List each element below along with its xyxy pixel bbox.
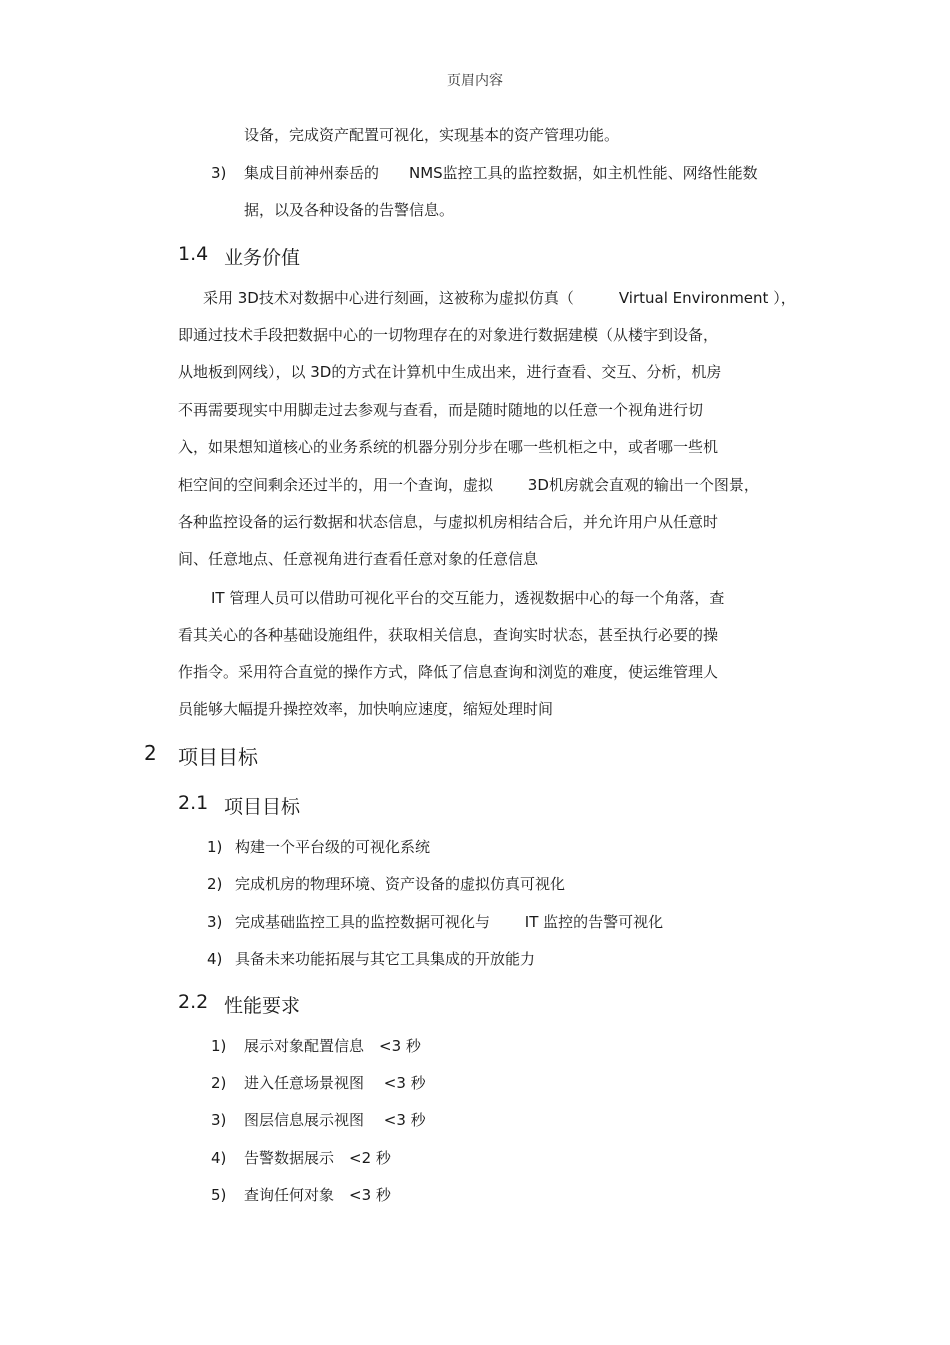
page-header: 页眉内容 (447, 73, 503, 89)
section-2-2-title: 性能要求 (224, 995, 301, 1017)
paragraph-line: 员能够大幅提升操控效率，加快响应速度，缩短处理时间 (178, 700, 554, 718)
paragraph-line: 采用 3D技术对数据中心进行刻画，这被称为虚拟仿真（ Virtual Environment ）， (203, 289, 796, 307)
paragraph-line: 入，如果想知道核心的业务系统的机器分别分步在哪一些机柜之中，或者哪一些机 (178, 438, 719, 456)
goal-item-number: 4) (207, 950, 223, 968)
paragraph-line: 柜空间的空间剩余还过半的，用一个查询，虚拟 3D机房就会直观的输出一个图景， (178, 476, 759, 494)
section-1-4-number: 1.4 (178, 243, 209, 265)
section-1-4-title: 业务价值 (224, 247, 301, 269)
section-2-1-number: 2.1 (178, 792, 209, 814)
section-2-title: 项目目标 (178, 745, 258, 769)
performance-item-number: 1) (211, 1037, 227, 1055)
list-item-text: 集成目前神州泰岳的 NMS监控工具的监控数据，如主机性能、网络性能数 (244, 164, 758, 182)
paragraph-line: 各种监控设备的运行数据和状态信息，与虚拟机房相结合后，并允许用户从任意时 (178, 513, 719, 531)
paragraph-line: 看其关心的各种基础设施组件，获取相关信息，查询实时状态，甚至执行必要的操 (178, 626, 719, 644)
section-2-1-title: 项目目标 (224, 796, 301, 818)
performance-item-text: 查询任何对象 <3 秒 (244, 1186, 391, 1204)
paragraph-line: IT 管理人员可以借助可视化平台的交互能力，透视数据中心的每一个角落，查 (211, 589, 725, 607)
performance-item-text: 图层信息展示视图 <3 秒 (244, 1111, 426, 1129)
paragraph-line: 从地板到网线），以 3D的方式在计算机中生成出来，进行查看、交互、分析，机房 (178, 363, 722, 381)
list-item-number: 3) (211, 164, 227, 182)
goal-item-text: 完成机房的物理环境、资产设备的虚拟仿真可视化 (235, 875, 566, 893)
paragraph-line: 作指令。采用符合直觉的操作方式，降低了信息查询和浏览的难度，使运维管理人 (178, 663, 719, 681)
performance-item-text: 告警数据展示 <2 秒 (244, 1149, 391, 1167)
performance-item-number: 2) (211, 1074, 227, 1092)
section-2-number: 2 (144, 741, 157, 765)
list-continuation-line: 设备，完成资产配置可视化，实现基本的资产管理功能。 (244, 126, 620, 144)
goal-item-text: 构建一个平台级的可视化系统 (235, 838, 431, 856)
performance-item-number: 5) (211, 1186, 227, 1204)
paragraph-line: 不再需要现实中用脚走过去参观与查看，而是随时随地的以任意一个视角进行切 (178, 401, 704, 419)
goal-item-text: 完成基础监控工具的监控数据可视化与 IT 监控的告警可视化 (235, 913, 664, 931)
performance-item-text: 进入任意场景视图 <3 秒 (244, 1074, 426, 1092)
goal-item-number: 2) (207, 875, 223, 893)
performance-item-text: 展示对象配置信息 <3 秒 (244, 1037, 421, 1055)
goal-item-number: 3) (207, 913, 223, 931)
paragraph-line: 即通过技术手段把数据中心的一切物理存在的对象进行数据建模（从楼宇到设备， (178, 326, 719, 344)
performance-item-number: 3) (211, 1111, 227, 1129)
goal-item-text: 具备未来功能拓展与其它工具集成的开放能力 (235, 950, 536, 968)
goal-item-number: 1) (207, 838, 223, 856)
paragraph-line: 间、任意地点、任意视角进行查看任意对象的任意信息 (178, 550, 539, 568)
performance-item-number: 4) (211, 1149, 227, 1167)
list-item-text-continued: 据，以及各种设备的告警信息。 (244, 201, 455, 219)
section-2-2-number: 2.2 (178, 991, 209, 1013)
